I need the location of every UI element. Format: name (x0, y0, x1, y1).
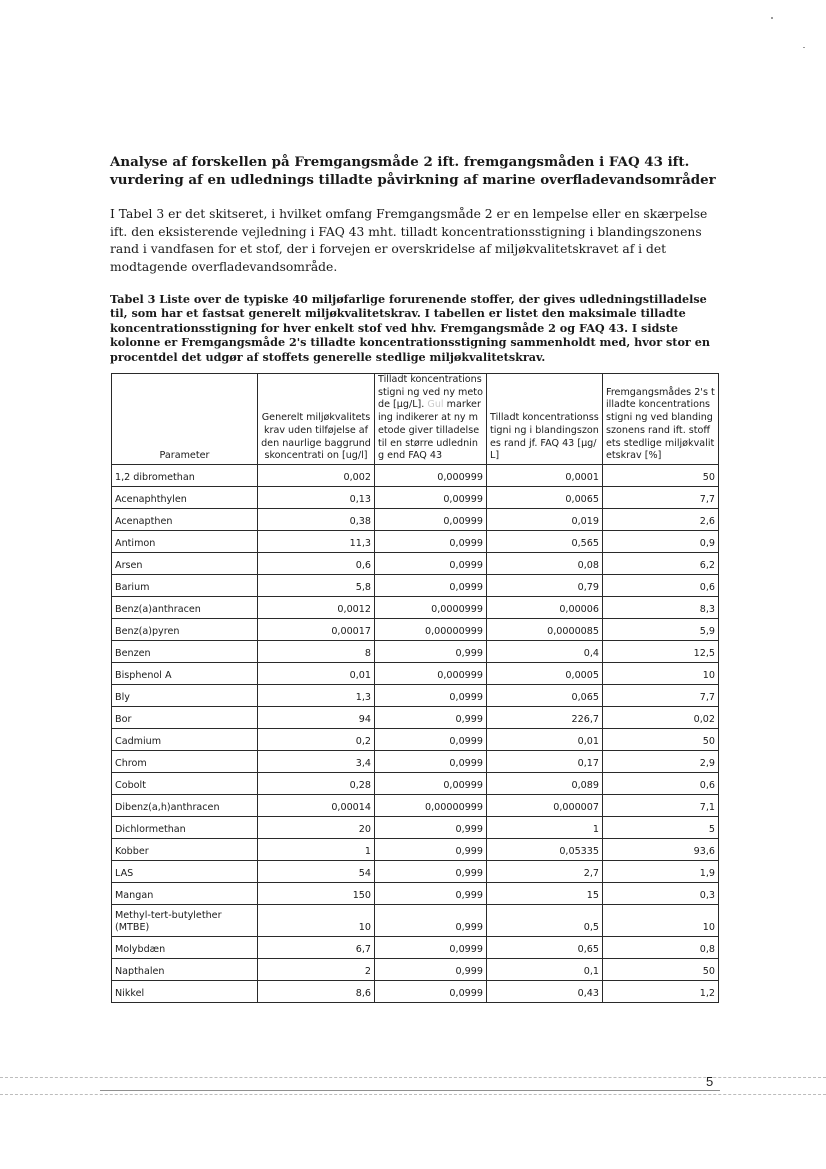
cell-parameter: Bor (112, 706, 258, 728)
header-new-method-rest: markering indikerer at ny metode giver tilladelse til en større udledning end FAQ 43 (378, 399, 481, 462)
table-row (112, 936, 719, 958)
cell-percent: 5 (603, 816, 719, 838)
cell-standard: 0,13 (258, 486, 375, 508)
cell-parameter: Acenaphthylen (112, 486, 258, 508)
table-row (112, 662, 719, 684)
table-row (112, 838, 719, 860)
cell-parameter: Bisphenol A (112, 662, 258, 684)
table-body (112, 464, 719, 1002)
cell-standard: 0,6 (258, 552, 375, 574)
cell-new-method: 0,00000999 (375, 794, 487, 816)
cell-standard: 3,4 (258, 750, 375, 772)
cell-percent: 12,5 (603, 640, 719, 662)
cell-percent: 0,02 (603, 706, 719, 728)
cell-parameter: Cadmium (112, 728, 258, 750)
cell-faq43: 0,4 (487, 640, 603, 662)
cell-standard: 0,38 (258, 508, 375, 530)
cell-standard: 20 (258, 816, 375, 838)
cell-new-method: 0,0999 (375, 980, 487, 1002)
cell-percent: 0,6 (603, 772, 719, 794)
cell-parameter: 1,2 dibromethan (112, 464, 258, 486)
cell-new-method: 0,00000999 (375, 618, 487, 640)
cell-percent: 5,9 (603, 618, 719, 640)
cell-new-method: 0,0999 (375, 574, 487, 596)
cell-new-method: 0,999 (375, 904, 487, 936)
cell-percent: 7,7 (603, 486, 719, 508)
cell-percent: 50 (603, 728, 719, 750)
table-row (112, 816, 719, 838)
cell-faq43: 0,65 (487, 936, 603, 958)
footer-rule-top (0, 1077, 826, 1078)
cell-faq43: 0,0000085 (487, 618, 603, 640)
cell-faq43: 0,089 (487, 772, 603, 794)
cell-standard: 94 (258, 706, 375, 728)
cell-percent: 1,9 (603, 860, 719, 882)
cell-parameter: Arsen (112, 552, 258, 574)
cell-parameter: Chrom (112, 750, 258, 772)
table-row (112, 596, 719, 618)
cell-parameter: Dichlormethan (112, 816, 258, 838)
cell-faq43: 0,0065 (487, 486, 603, 508)
cell-new-method: 0,999 (375, 706, 487, 728)
section-heading: Analyse af forskellen på Fremgangsmåde 2 ift. fremgangsmåden i FAQ 43 ift. vurdering af en udlednings tilladte påvirkning af marine overfladevandsområder (110, 154, 716, 188)
cell-parameter: Molybdæn (112, 936, 258, 958)
cell-faq43: 0,5 (487, 904, 603, 936)
cell-new-method: 0,000999 (375, 662, 487, 684)
header-percent: Fremgangsmådes 2's tilladte koncentrationsstigni ng ved blandingszonens rand ift. stoffets stedlige miljøkvalitetskrav [%] (603, 374, 719, 465)
cell-parameter: Kobber (112, 838, 258, 860)
cell-standard: 0,01 (258, 662, 375, 684)
cell-faq43: 0,08 (487, 552, 603, 574)
cell-new-method: 0,0000999 (375, 596, 487, 618)
header-parameter: Parameter (112, 374, 258, 465)
cell-percent: 0,9 (603, 530, 719, 552)
cell-standard: 0,002 (258, 464, 375, 486)
cell-percent: 7,7 (603, 684, 719, 706)
cell-standard: 8,6 (258, 980, 375, 1002)
table-row (112, 684, 719, 706)
cell-faq43: 1 (487, 816, 603, 838)
table-header-row (112, 374, 719, 465)
cell-standard: 2 (258, 958, 375, 980)
cell-standard: 1 (258, 838, 375, 860)
cell-parameter: LAS (112, 860, 258, 882)
cell-faq43: 0,000007 (487, 794, 603, 816)
cell-faq43: 0,79 (487, 574, 603, 596)
table-row (112, 728, 719, 750)
cell-percent: 0,8 (603, 936, 719, 958)
cell-new-method: 0,999 (375, 882, 487, 904)
cell-new-method: 0,0999 (375, 936, 487, 958)
table-row (112, 508, 719, 530)
cell-standard: 1,3 (258, 684, 375, 706)
cell-standard: 0,2 (258, 728, 375, 750)
cell-new-method: 0,999 (375, 816, 487, 838)
cell-parameter: Mangan (112, 882, 258, 904)
cell-percent: 1,2 (603, 980, 719, 1002)
header-new-method-main: Tilladt koncentrationsstigni ng ved ny metode [µg/L]. (378, 374, 483, 411)
cell-parameter: Barium (112, 574, 258, 596)
cell-standard: 0,0012 (258, 596, 375, 618)
cell-parameter: Benz(a)pyren (112, 618, 258, 640)
cell-faq43: 0,00006 (487, 596, 603, 618)
cell-faq43: 0,565 (487, 530, 603, 552)
cell-percent: 10 (603, 662, 719, 684)
cell-new-method: 0,000999 (375, 464, 487, 486)
cell-new-method: 0,0999 (375, 728, 487, 750)
footer-rule-bottom (0, 1094, 826, 1095)
cell-percent: 10 (603, 904, 719, 936)
table-row (112, 750, 719, 772)
table-caption: Tabel 3 Liste over de typiske 40 miljøfarlige forurenende stoffer, der gives udledningstilladelse til, som har et fastsat generelt miljøkvalitetskrav. I tabellen er listet den maksimale tilladte koncentrationsstigning for hver enkelt stof ved hhv. Fremgangsmåde 2 og FAQ 43. I sidste kolonne er Fremgangsmåde 2's tilladte koncentrationsstigning sammenholdt med, hvor stor en procentdel det udgør af stoffets generelle stedlige miljøkvalitetskrav. (110, 292, 710, 364)
cell-percent: 93,6 (603, 838, 719, 860)
cell-faq43: 0,17 (487, 750, 603, 772)
intro-paragraph: I Tabel 3 er det skitseret, i hvilket omfang Fremgangsmåde 2 er en lempelse eller en skærpelse ift. den eksisterende vejledning i FAQ 43 mht. tilladt koncentrationsstigning i blandingszonens rand i vandfasen for et stof, der i forvejen er overskridelse af miljøkvalitetskravet af i det modtagende overfladevandsområde. (110, 207, 708, 274)
table-row (112, 860, 719, 882)
table-row (112, 958, 719, 980)
footer-rule (100, 1090, 720, 1091)
cell-faq43: 226,7 (487, 706, 603, 728)
table-row (112, 464, 719, 486)
cell-standard: 0,00017 (258, 618, 375, 640)
cell-faq43: 15 (487, 882, 603, 904)
cell-parameter: Bly (112, 684, 258, 706)
cell-new-method: 0,0999 (375, 750, 487, 772)
table-row (112, 980, 719, 1002)
cell-new-method: 0,0999 (375, 552, 487, 574)
cell-parameter: Nikkel (112, 980, 258, 1002)
cell-new-method: 0,0999 (375, 530, 487, 552)
cell-parameter: Napthalen (112, 958, 258, 980)
cell-parameter: Antimon (112, 530, 258, 552)
table-row (112, 640, 719, 662)
cell-parameter: Cobolt (112, 772, 258, 794)
cell-percent: 50 (603, 958, 719, 980)
cell-percent: 8,3 (603, 596, 719, 618)
cell-new-method: 0,0999 (375, 684, 487, 706)
table-row (112, 486, 719, 508)
header-standard: Generelt miljøkvalitetskrav uden tilføjelse af den naurlige baggrundskoncentrati on [ug/l] (258, 374, 375, 465)
table-row (112, 618, 719, 640)
cell-standard: 150 (258, 882, 375, 904)
cell-percent: 50 (603, 464, 719, 486)
cell-parameter: Methyl-tert-butylether (MTBE) (112, 904, 258, 936)
cell-standard: 5,8 (258, 574, 375, 596)
substances-table (111, 373, 719, 1003)
cell-parameter: Dibenz(a,h)anthracen (112, 794, 258, 816)
page-number: 5 (706, 1074, 714, 1089)
cell-percent: 0,3 (603, 882, 719, 904)
cell-standard: 6,7 (258, 936, 375, 958)
cell-standard: 0,00014 (258, 794, 375, 816)
cell-standard: 10 (258, 904, 375, 936)
cell-percent: 2,9 (603, 750, 719, 772)
table-row (112, 552, 719, 574)
cell-faq43: 0,0001 (487, 464, 603, 486)
cell-percent: 2,6 (603, 508, 719, 530)
cell-parameter: Benz(a)anthracen (112, 596, 258, 618)
cell-parameter: Acenapthen (112, 508, 258, 530)
scan-speck (771, 17, 773, 19)
cell-faq43: 0,43 (487, 980, 603, 1002)
cell-faq43: 0,1 (487, 958, 603, 980)
cell-new-method: 0,999 (375, 838, 487, 860)
cell-new-method: 0,00999 (375, 486, 487, 508)
cell-faq43: 0,065 (487, 684, 603, 706)
table-row (112, 772, 719, 794)
cell-standard: 8 (258, 640, 375, 662)
cell-percent: 0,6 (603, 574, 719, 596)
cell-standard: 0,28 (258, 772, 375, 794)
table-row (112, 706, 719, 728)
cell-new-method: 0,00999 (375, 508, 487, 530)
cell-parameter: Benzen (112, 640, 258, 662)
table-row (112, 574, 719, 596)
table-row (112, 794, 719, 816)
cell-faq43: 0,019 (487, 508, 603, 530)
cell-standard: 11,3 (258, 530, 375, 552)
cell-percent: 7,1 (603, 794, 719, 816)
table-row (112, 904, 719, 936)
table-row (112, 530, 719, 552)
cell-new-method: 0,00999 (375, 772, 487, 794)
cell-faq43: 0,01 (487, 728, 603, 750)
scan-speck (803, 47, 805, 48)
header-faq43: Tilladt koncentrationsstigni ng i blandingszones rand jf. FAQ 43 [µg/L] (487, 374, 603, 465)
table-row (112, 882, 719, 904)
header-new-method-faded: Gul (427, 399, 444, 411)
cell-faq43: 0,05335 (487, 838, 603, 860)
cell-faq43: 0,0005 (487, 662, 603, 684)
cell-faq43: 2,7 (487, 860, 603, 882)
header-new-method (375, 374, 487, 465)
cell-percent: 6,2 (603, 552, 719, 574)
cell-new-method: 0,999 (375, 640, 487, 662)
cell-new-method: 0,999 (375, 958, 487, 980)
cell-standard: 54 (258, 860, 375, 882)
cell-new-method: 0,999 (375, 860, 487, 882)
